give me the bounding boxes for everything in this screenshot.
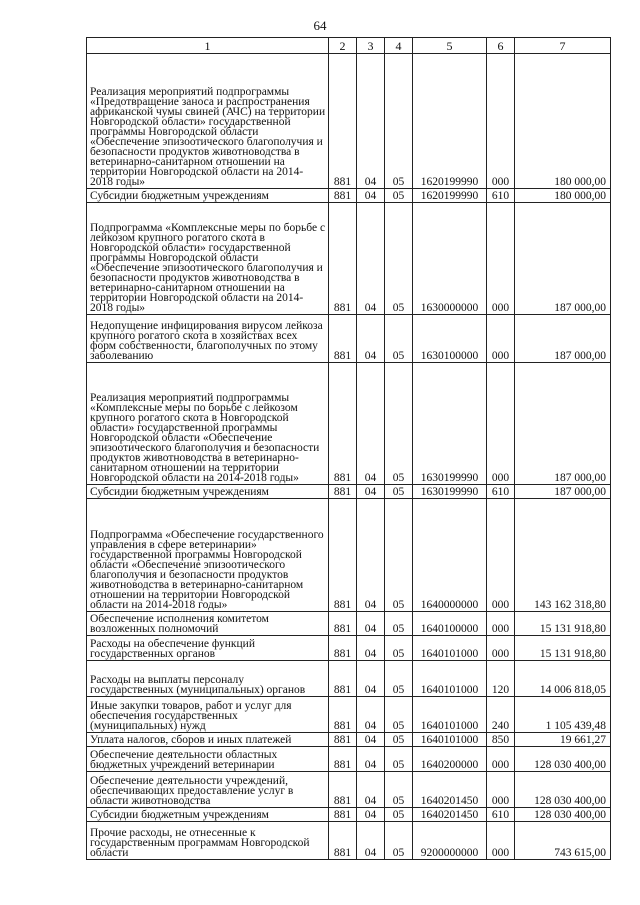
table-row [87, 612, 611, 636]
row-code-expense-type: 610 [487, 485, 515, 499]
row-amount: 15 131 918,80 [515, 612, 611, 636]
row-code-expense-type: 000 [487, 612, 515, 636]
table-row [87, 189, 611, 203]
row-code-ministry: 881 [329, 54, 357, 189]
row-code-expense-type: 000 [487, 315, 515, 363]
row-code-section: 04 [357, 808, 385, 822]
row-amount: 187 000,00 [515, 363, 611, 485]
row-code-section: 04 [357, 661, 385, 697]
row-name: Иные закупки товаров, работ и услуг для обеспечения государственных (муниципальных) нужд [87, 697, 329, 733]
row-code-expense-type: 000 [487, 822, 515, 860]
row-code-subsection: 05 [385, 636, 413, 661]
row-code-section: 04 [357, 203, 385, 315]
row-code-subsection: 05 [385, 822, 413, 860]
row-code-section: 04 [357, 485, 385, 499]
row-code-ministry: 881 [329, 747, 357, 772]
row-name: Подпрограмма «Комплексные меры по борьбе с лейкозом крупного рогатого скота в Новгородской области» государственной программы Новгородской области «Обеспечение эпизоотического благополучия и безопасности продуктов животноводства в ветеринарно-санитарном отношении на территории Новгородской области на 2014-2018 годы» [87, 203, 329, 315]
header-cell-2: 2 [329, 38, 357, 54]
table-row [87, 203, 611, 315]
row-name: Субсидии бюджетным учреждениям [87, 808, 329, 822]
row-code-subsection: 05 [385, 747, 413, 772]
row-code-expense-type: 000 [487, 54, 515, 189]
row-amount: 743 615,00 [515, 822, 611, 860]
budget-table [86, 37, 611, 860]
row-amount: 187 000,00 [515, 485, 611, 499]
row-code-ministry: 881 [329, 636, 357, 661]
table-row [87, 697, 611, 733]
row-code-target: 1640201450 [413, 772, 487, 808]
header-row [87, 38, 611, 54]
row-code-expense-type: 000 [487, 363, 515, 485]
row-code-ministry: 881 [329, 661, 357, 697]
table-row [87, 499, 611, 612]
table-row [87, 661, 611, 697]
row-amount: 15 131 918,80 [515, 636, 611, 661]
table-row [87, 733, 611, 747]
row-name: Недопущение инфицирования вирусом лейкоза крупного рогатого скота в хозяйствах всех форм собственности, благополучных по этому заболеванию [87, 315, 329, 363]
row-code-ministry: 881 [329, 772, 357, 808]
row-code-expense-type: 240 [487, 697, 515, 733]
row-name: Реализация мероприятий подпрограммы «Предотвращение заноса и распространения африканской чумы свиней (АЧС) на территории Новгородской области» государственной программы Новгородской области «Обеспечение эпизоотического благополучия и безопасности продуктов животноводства в ветеринарно-санитарном отношении на территории Новгородской области на 2014-2018 годы» [87, 54, 329, 189]
header-cell-4: 4 [385, 38, 413, 54]
row-code-ministry: 881 [329, 808, 357, 822]
table-row [87, 772, 611, 808]
row-code-ministry: 881 [329, 612, 357, 636]
row-code-section: 04 [357, 697, 385, 733]
row-code-ministry: 881 [329, 499, 357, 612]
row-code-section: 04 [357, 772, 385, 808]
row-code-subsection: 05 [385, 733, 413, 747]
row-code-subsection: 05 [385, 808, 413, 822]
row-code-subsection: 05 [385, 772, 413, 808]
row-amount: 187 000,00 [515, 315, 611, 363]
row-code-target: 1630199990 [413, 363, 487, 485]
table-row [87, 636, 611, 661]
row-amount: 143 162 318,80 [515, 499, 611, 612]
row-code-target: 1620199990 [413, 54, 487, 189]
row-amount: 128 030 400,00 [515, 808, 611, 822]
row-code-expense-type: 610 [487, 808, 515, 822]
row-code-subsection: 05 [385, 661, 413, 697]
row-code-section: 04 [357, 733, 385, 747]
header-cell-5: 5 [413, 38, 487, 54]
table-row [87, 822, 611, 860]
row-code-target: 1640101000 [413, 733, 487, 747]
row-code-target: 1640201450 [413, 808, 487, 822]
header-cell-7: 7 [515, 38, 611, 54]
row-code-target: 1640101000 [413, 636, 487, 661]
header-cell-name: 1 [87, 38, 329, 54]
row-code-target: 1640200000 [413, 747, 487, 772]
table-row [87, 808, 611, 822]
table-row [87, 54, 611, 189]
row-code-expense-type: 000 [487, 203, 515, 315]
row-code-ministry: 881 [329, 485, 357, 499]
row-code-ministry: 881 [329, 363, 357, 485]
row-code-section: 04 [357, 499, 385, 612]
row-name: Субсидии бюджетным учреждениям [87, 485, 329, 499]
row-code-section: 04 [357, 747, 385, 772]
row-code-subsection: 05 [385, 485, 413, 499]
header-cell-6: 6 [487, 38, 515, 54]
row-code-expense-type: 000 [487, 636, 515, 661]
row-code-ministry: 881 [329, 203, 357, 315]
row-name: Уплата налогов, сборов и иных платежей [87, 733, 329, 747]
row-code-section: 04 [357, 189, 385, 203]
row-name: Реализация мероприятий подпрограммы «Комплексные меры по борьбе с лейкозом крупного рогатого скота в Новгородской области» государственной программы Новгородской области «Обеспечение эпизоотического благополучия и безопасности продуктов животноводства в ветеринарно-санитарном отношении на территории Новгородской области на 2014-2018 годы» [87, 363, 329, 485]
row-code-ministry: 881 [329, 822, 357, 860]
row-code-subsection: 05 [385, 315, 413, 363]
row-amount: 128 030 400,00 [515, 772, 611, 808]
row-code-target: 1640100000 [413, 612, 487, 636]
row-code-target: 1630000000 [413, 203, 487, 315]
row-code-ministry: 881 [329, 189, 357, 203]
row-code-expense-type: 000 [487, 747, 515, 772]
row-name: Подпрограмма «Обеспечение государственного управления в сфере ветеринарии» государственной программы Новгородской области «Обеспечение эпизоотического благополучия и безопасности продуктов животноводства в ветеринарно-санитарном отношении на территории Новгородской области на 2014-2018 годы» [87, 499, 329, 612]
row-code-expense-type: 120 [487, 661, 515, 697]
row-amount: 14 006 818,05 [515, 661, 611, 697]
table-row [87, 747, 611, 772]
row-code-target: 1640101000 [413, 697, 487, 733]
row-code-subsection: 05 [385, 499, 413, 612]
row-name: Расходы на обеспечение функций государственных органов [87, 636, 329, 661]
row-amount: 187 000,00 [515, 203, 611, 315]
row-code-subsection: 05 [385, 203, 413, 315]
row-code-subsection: 05 [385, 697, 413, 733]
table-row [87, 485, 611, 499]
row-code-target: 9200000000 [413, 822, 487, 860]
row-amount: 180 000,00 [515, 54, 611, 189]
row-code-section: 04 [357, 636, 385, 661]
row-amount: 1 105 439,48 [515, 697, 611, 733]
row-code-ministry: 881 [329, 733, 357, 747]
row-name: Обеспечение деятельности учреждений, обеспечивающих предоставление услуг в области животноводства [87, 772, 329, 808]
row-name: Расходы на выплаты персоналу государственных (муниципальных) органов [87, 661, 329, 697]
row-amount: 19 661,27 [515, 733, 611, 747]
header-cell-3: 3 [357, 38, 385, 54]
row-name: Прочие расходы, не отнесенные к государственным программам Новгородской области [87, 822, 329, 860]
row-code-target: 1630100000 [413, 315, 487, 363]
row-name: Субсидии бюджетным учреждениям [87, 189, 329, 203]
row-name: Обеспечение деятельности областных бюджетных учреждений ветеринарии [87, 747, 329, 772]
row-code-section: 04 [357, 363, 385, 485]
row-name: Обеспечение исполнения комитетом возложенных полномочий [87, 612, 329, 636]
row-code-section: 04 [357, 822, 385, 860]
row-amount: 128 030 400,00 [515, 747, 611, 772]
row-code-subsection: 05 [385, 363, 413, 485]
row-code-subsection: 05 [385, 612, 413, 636]
row-code-ministry: 881 [329, 697, 357, 733]
row-code-subsection: 05 [385, 54, 413, 189]
row-code-subsection: 05 [385, 189, 413, 203]
row-code-ministry: 881 [329, 315, 357, 363]
row-code-target: 1640000000 [413, 499, 487, 612]
row-code-expense-type: 610 [487, 189, 515, 203]
row-code-target: 1630199990 [413, 485, 487, 499]
page-number: 64 [313, 18, 327, 33]
row-code-target: 1620199990 [413, 189, 487, 203]
table-row [87, 315, 611, 363]
row-code-section: 04 [357, 315, 385, 363]
row-code-section: 04 [357, 54, 385, 189]
row-code-expense-type: 000 [487, 499, 515, 612]
row-code-section: 04 [357, 612, 385, 636]
row-code-expense-type: 850 [487, 733, 515, 747]
table-row [87, 363, 611, 485]
row-amount: 180 000,00 [515, 189, 611, 203]
row-code-expense-type: 000 [487, 772, 515, 808]
row-code-target: 1640101000 [413, 661, 487, 697]
